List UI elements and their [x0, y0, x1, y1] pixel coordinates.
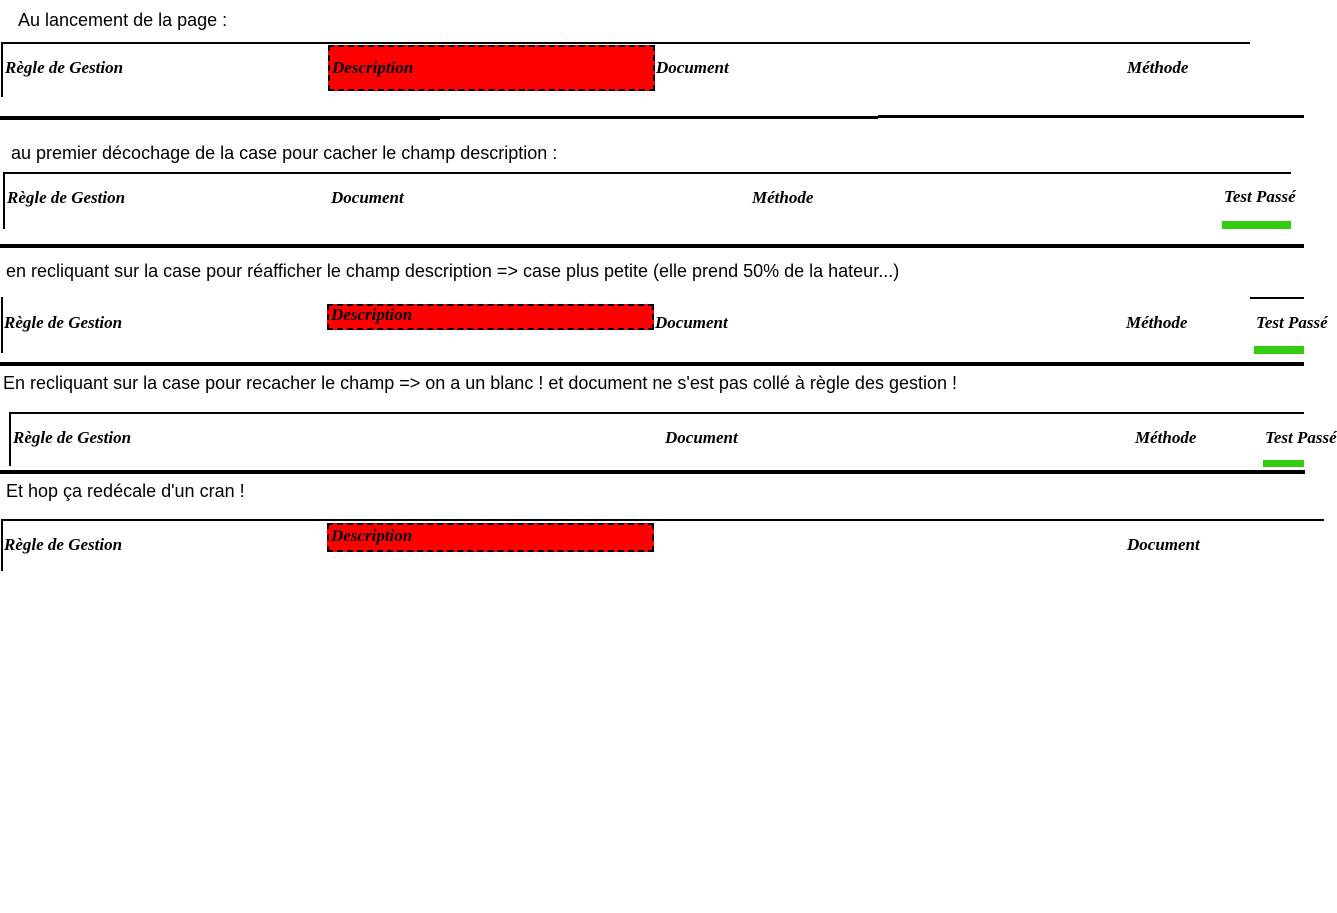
caption-launch: Au lancement de la page : — [18, 10, 228, 30]
description-cell-small[interactable] — [327, 304, 654, 330]
test-status-bar — [1263, 460, 1304, 467]
header-regle-de-gestion: Règle de Gestion — [7, 188, 126, 207]
row1-bottom-border-a — [0, 116, 440, 120]
header-document: Document — [656, 58, 729, 77]
header-description: Description — [332, 58, 414, 77]
row4-left-border — [9, 412, 11, 466]
row2-left-border — [3, 172, 5, 229]
header-methode: Méthode — [752, 188, 814, 207]
row1-bottom-border-b — [440, 116, 878, 119]
test-header-clip — [1256, 312, 1328, 336]
header-regle-de-gestion: Règle de Gestion — [4, 535, 123, 554]
caption-recheck: en recliquant sur la case pour réafficher le champ description => case plus petite (elle prend 50% de la hateur...) — [6, 261, 900, 281]
header-document: Document — [655, 313, 728, 332]
header-test-passe: Test Passé — [1224, 187, 1296, 206]
header-methode: Méthode — [1135, 428, 1197, 447]
row3-test-top-border — [1250, 297, 1304, 299]
row2-top-border — [4, 172, 1291, 174]
description-cell-small[interactable] — [327, 523, 654, 552]
row5-top-border — [2, 519, 1324, 521]
header-document: Document — [331, 188, 404, 207]
test-header-clip — [1265, 427, 1337, 451]
row2-bottom-border — [0, 244, 1304, 248]
header-document: Document — [1127, 535, 1200, 554]
header-regle-de-gestion: Règle de Gestion — [4, 313, 123, 332]
header-test-passe: Test Passé — [1265, 428, 1337, 447]
header-description: Description — [331, 526, 413, 545]
description-cell[interactable] — [328, 45, 655, 91]
row1-bottom-border-c — [878, 115, 1304, 118]
header-test-passe: Test Passé — [1256, 313, 1328, 332]
caption-rehide: En recliquant sur la case pour recacher le champ => on a un blanc ! et document ne s'est pas collé à règle des gestion ! — [3, 373, 957, 393]
header-methode: Méthode — [1126, 313, 1188, 332]
header-regle-de-gestion: Règle de Gestion — [13, 428, 132, 447]
caption-shift-again: Et hop ça redécale d'un cran ! — [6, 481, 245, 501]
caption-first-uncheck: au premier décochage de la case pour cacher le champ description : — [11, 143, 558, 163]
row1-left-border — [1, 42, 3, 97]
header-methode: Méthode — [1127, 58, 1189, 77]
header-regle-de-gestion: Règle de Gestion — [5, 58, 124, 77]
test-header-clip — [1224, 186, 1296, 210]
test-status-bar — [1222, 221, 1291, 229]
row1-top-border — [2, 42, 1250, 44]
test-status-bar — [1254, 346, 1304, 354]
header-description: Description — [331, 305, 413, 324]
header-document: Document — [665, 428, 738, 447]
row3-bottom-border — [0, 362, 1304, 366]
row3-left-border — [1, 297, 3, 353]
row5-left-border — [1, 519, 3, 571]
row4-bottom-border — [0, 470, 1305, 474]
row4-top-border — [10, 412, 1304, 414]
